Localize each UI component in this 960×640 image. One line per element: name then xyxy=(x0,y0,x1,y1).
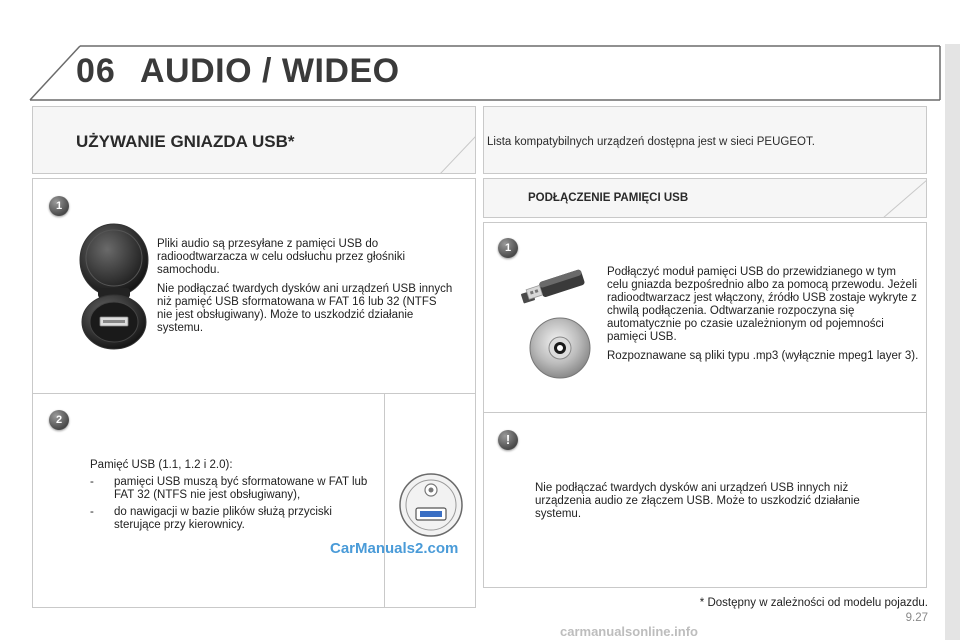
step-badge-1: 1 xyxy=(49,196,69,216)
list-dash: - xyxy=(90,476,94,488)
footnote: * Dostępny w zależności od modelu pojazdu. xyxy=(699,597,928,609)
right-divider xyxy=(483,412,927,413)
list-dash: - xyxy=(90,506,94,518)
subpanel-corner xyxy=(883,178,927,218)
step-badge-2: 2 xyxy=(49,410,69,430)
step2-intro: Pamięć USB (1.1, 1.2 i 2.0): xyxy=(90,459,233,471)
section-title: UŻYWANIE GNIAZDA USB* xyxy=(76,132,295,151)
usb-port-icon xyxy=(398,472,464,538)
chapter-number: 06 xyxy=(76,52,116,90)
usb-socket-icon xyxy=(78,222,150,350)
chapter-title: AUDIO / WIDEO xyxy=(140,52,400,90)
step1-paragraph: Pliki audio są przesyłane z pamięci USB do radioodtwarzacza w celu odsłuchu przez głośniki samochodu. xyxy=(157,238,406,276)
right-step1-text-block xyxy=(607,266,919,369)
page-number: 9.27 xyxy=(905,612,928,624)
right-step1-paragraph: Rozpoznawane są pliki typu .mp3 (wyłącznie mpeg1 layer 3). xyxy=(607,350,919,362)
bottom-watermark: carmanualsonline.info xyxy=(560,624,698,639)
step1-text-block xyxy=(157,238,453,341)
right-step1-paragraph: Podłączyć moduł pamięci USB do przewidzianego w tym celu gniazda bezpośrednio albo za pomocą przewodu. Jeżeli radioodtwarzacz jest włączony, źródło USB zostaje wykryte z chwilą podłączenia. Odtwarzanie rozpoczyna się automatycznie po czasie uzależnionym od pojemności pamięci USB. xyxy=(607,266,918,343)
step2-text-block xyxy=(90,459,376,532)
warning-icon: ! xyxy=(498,430,518,450)
list-text: pamięci USB muszą być sformatowane w FAT lub FAT 32 (NTFS nie jest obsługiwany), xyxy=(114,476,368,501)
warning-text: Nie podłączać twardych dysków ani urządzeń USB innych niż urządzenia audio ze złączem USB. Może to uszkodzić działanie systemu. xyxy=(535,482,860,520)
step1-paragraph: Nie podłączać twardych dysków ani urządzeń USB innych niż pamięć USB sformatowana w FAT 16 lub 32 (NTFS nie jest obsługiwany). Może to uszkodzić działanie systemu. xyxy=(157,283,453,334)
panel-corner xyxy=(440,106,476,174)
watermark: CarManuals2.com xyxy=(330,540,459,557)
step-badge-right-1: 1 xyxy=(498,238,518,258)
list-item xyxy=(90,506,376,532)
compatibility-note: Lista kompatybilnych urządzeń dostępna jest w sieci PEUGEOT. xyxy=(487,136,815,148)
list-item xyxy=(90,476,376,502)
left-inner-divider xyxy=(384,393,385,608)
side-strip xyxy=(945,44,960,640)
list-text: do nawigacji w bazie plików służą przyciski sterujące przy kierownicy. xyxy=(114,506,332,531)
cd-disc-icon xyxy=(528,316,592,380)
usb-stick-icon xyxy=(520,264,592,308)
subsection-title: PODŁĄCZENIE PAMIĘCI USB xyxy=(528,192,689,204)
left-divider xyxy=(32,393,476,394)
